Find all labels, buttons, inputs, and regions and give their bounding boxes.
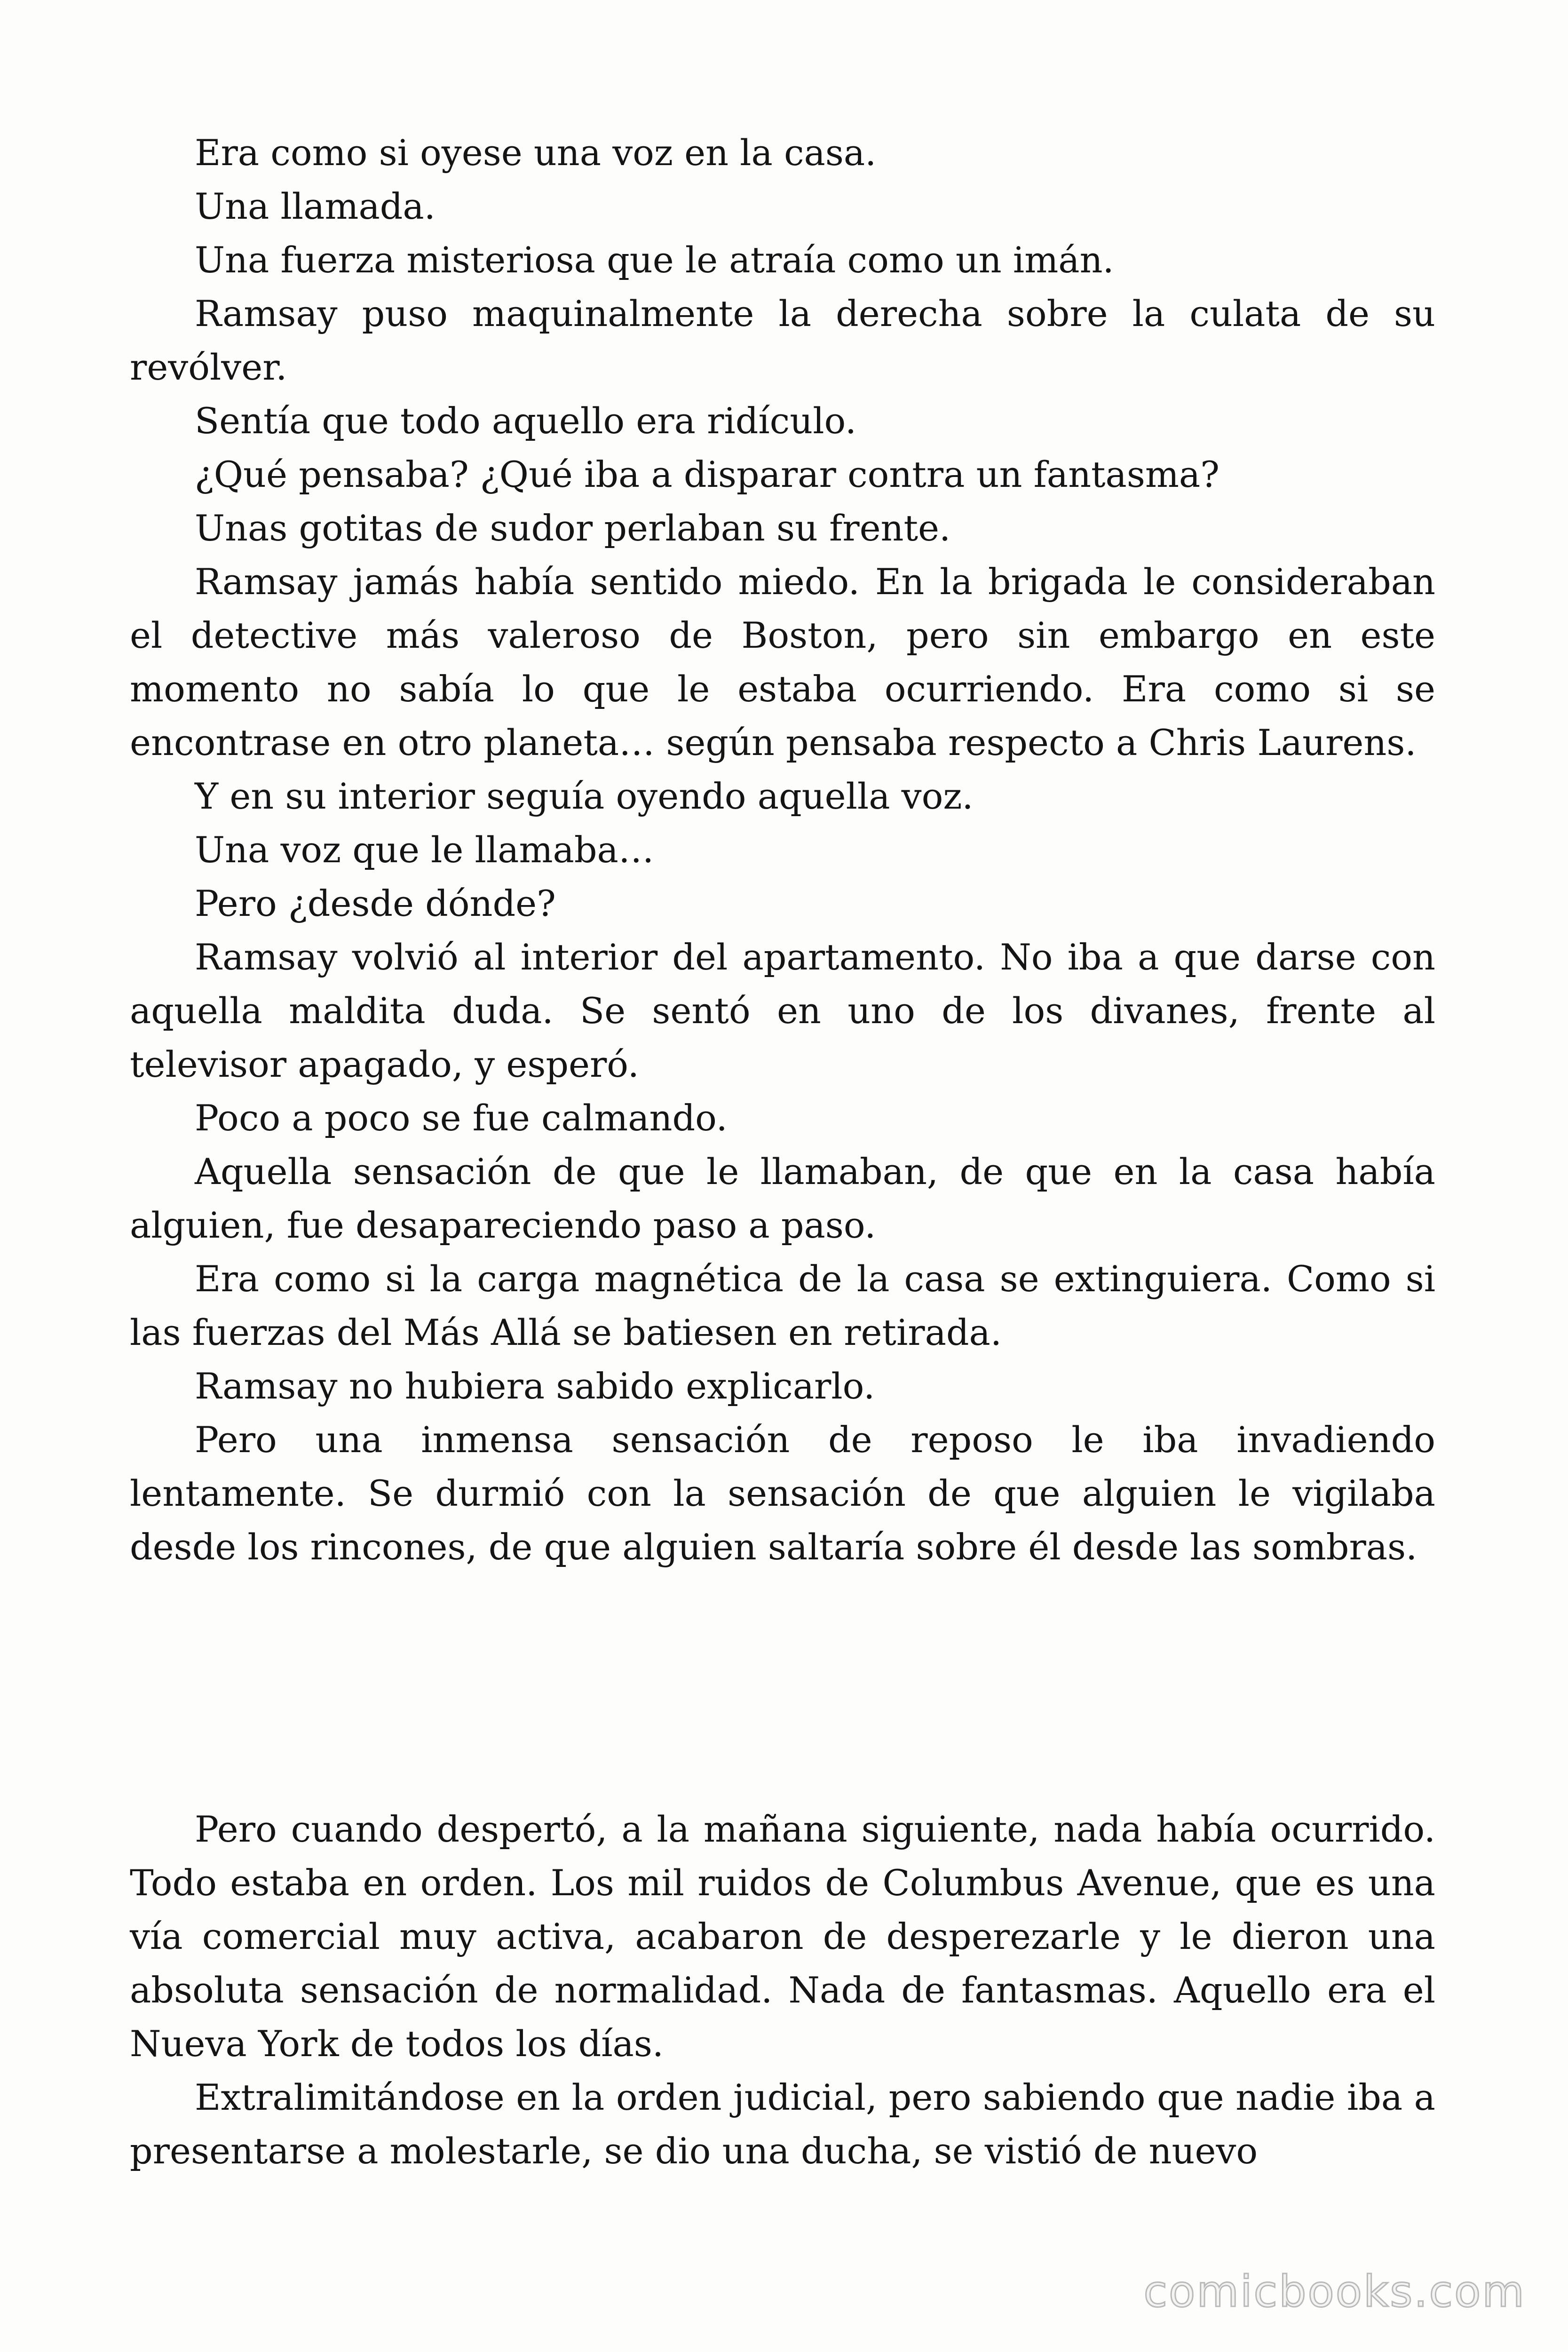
paragraph: Pero una inmensa sensación de reposo le iba invadiendo lentamente. Se durmió con la sensación de que alguien le vigilaba desde los rincones, de que alguien saltaría sobre él desde las sombras. xyxy=(130,1419,1435,1568)
paragraph: Aquella sensación de que le llamaban, de que en la casa había alguien, fue desapareciendo paso a paso. xyxy=(130,1151,1435,1246)
paragraph: Ramsay volvió al interior del apartamento. No iba a que darse con aquella maldita duda. Se sentó en uno de los divanes, frente al televisor apagado, y esperó. xyxy=(130,936,1435,1085)
paragraph: Extralimitándose en la orden judicial, pero sabiendo que nadie iba a presentarse a molestarle, se dio una ducha, se vistió de nuevo xyxy=(130,2076,1435,2172)
paragraph: Ramsay no hubiera sabido explicarlo. xyxy=(195,1365,875,1407)
paragraph: Era como si la carga magnética de la casa se extinguiera. Como si las fuerzas del Más Allá se batiesen en retirada. xyxy=(130,1258,1435,1353)
paragraph: Ramsay puso maquinalmente la derecha sobre la culata de su revólver. xyxy=(130,293,1435,388)
paragraph: Era como si oyese una voz en la casa. xyxy=(195,132,877,174)
paragraph: Pero cuando despertó, a la mañana siguiente, nada había ocurrido. Todo estaba en orden. Los mil ruidos de Columbus Avenue, que es una vía comercial muy activa, acabaron de desperezarle y le dieron una absoluta sensación de normalidad. Nada de fantasmas. Aquello era el Nueva York de todos los días. xyxy=(130,1808,1435,2065)
paragraph: Poco a poco se fue calmando. xyxy=(195,1097,728,1139)
text-section-2 xyxy=(130,1803,1435,2178)
paragraph: Pero ¿desde dónde? xyxy=(195,882,556,924)
paragraph: Una voz que le llamaba… xyxy=(195,829,654,871)
text-section-1 xyxy=(130,126,1435,1574)
paragraph: Una fuerza misteriosa que le atraía como un imán. xyxy=(195,239,1114,281)
paragraph: Sentía que todo aquello era ridículo. xyxy=(195,400,857,442)
paragraph: Una llamada. xyxy=(195,185,436,227)
paragraph: Unas gotitas de sudor perlaban su frente. xyxy=(195,507,951,549)
watermark: comicbooks.com xyxy=(1143,2266,1526,2317)
paragraph: Ramsay jamás había sentido miedo. En la brigada le consideraban el detective más valeroso de Boston, pero sin embargo en este momento no sabía lo que le estaba ocurriendo. Era como si se encontrase en otro planeta… según pensaba respecto a Chris Laurens. xyxy=(130,561,1435,763)
paragraph: ¿Qué pensaba? ¿Qué iba a disparar contra un fantasma? xyxy=(195,453,1220,495)
paragraph: Y en su interior seguía oyendo aquella voz. xyxy=(195,775,974,817)
